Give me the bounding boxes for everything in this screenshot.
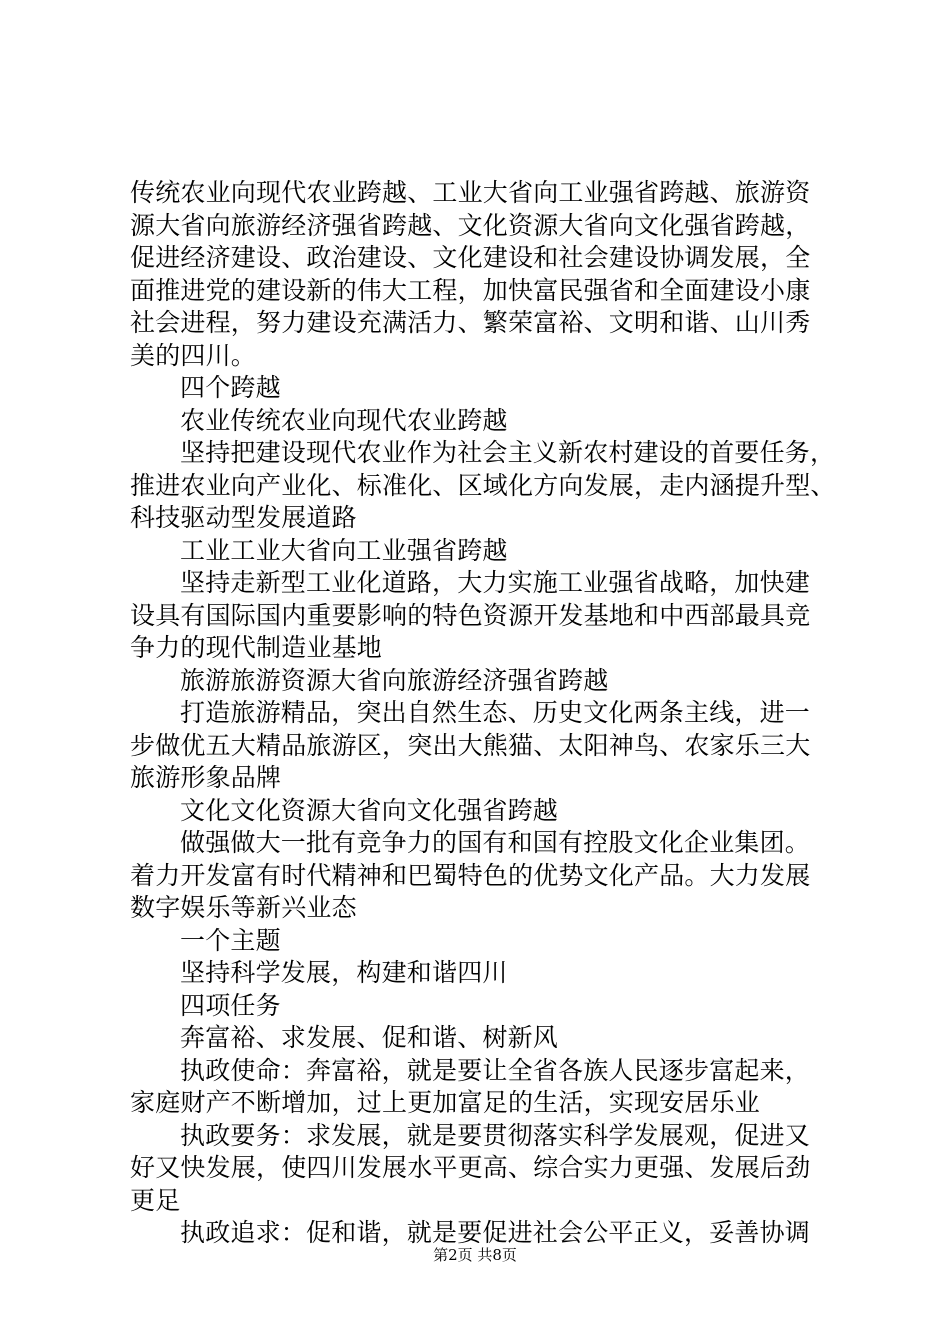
text-line: 做强做大一批有竞争力的国有和国有控股文化企业集团。 xyxy=(180,828,811,857)
subsection-heading: 文化文化资源大省向文化强省跨越 xyxy=(180,795,559,825)
text-line: 争力的现代制造业基地 xyxy=(130,633,383,662)
document-body xyxy=(130,177,842,1250)
text-line: 奔富裕、求发展、促和谐、树新风 xyxy=(180,1023,559,1052)
subsection-heading: 工业工业大省向工业强省跨越 xyxy=(180,535,508,565)
text-line: 科技驱动型发展道路 xyxy=(130,503,357,532)
text-line: 坚持把建设现代农业作为社会主义新农村建设的首要任务， xyxy=(180,438,836,467)
text-line: 坚持走新型工业化道路，大力实施工业强省战略，加快建 xyxy=(180,568,811,597)
subsection-heading: 旅游旅游资源大省向旅游经济强省跨越 xyxy=(180,665,609,695)
text-line: 设具有国际国内重要影响的特色资源开发基地和中西部最具竞 xyxy=(130,600,811,630)
text-line: 数字娱乐等新兴业态 xyxy=(130,893,357,922)
text-line: 社会进程，努力建设充满活力、繁荣富裕、文明和谐、山川秀 xyxy=(130,308,811,337)
text-line: 推进农业向产业化、标准化、区域化方向发展，走内涵提升型、 xyxy=(130,470,836,500)
text-line: 美的四川。 xyxy=(130,340,257,370)
text-line: 打造旅游精品，突出自然生态、历史文化两条主线，进一 xyxy=(180,698,811,727)
text-line: 执政追求：促和谐，就是要促进社会公平正义，妥善协调 xyxy=(180,1218,811,1247)
section-heading: 一个主题 xyxy=(180,925,281,955)
text-line: 面推进党的建设新的伟大工程，加快富民强省和全面建设小康 xyxy=(130,275,811,305)
text-line: 家庭财产不断增加，过上更加富足的生活，实现安居乐业 xyxy=(130,1088,761,1117)
text-line: 好又快发展，使四川发展水平更高、综合实力更强、发展后劲 xyxy=(130,1153,811,1182)
page-number-footer: 第2页 共8页 xyxy=(433,1246,517,1264)
text-line: 传统农业向现代农业跨越、工业大省向工业强省跨越、旅游资 xyxy=(130,178,811,207)
text-line: 促进经济建设、政治建设、文化建设和社会建设协调发展，全 xyxy=(130,243,811,272)
subsection-heading: 农业传统农业向现代农业跨越 xyxy=(180,405,508,435)
text-line: 源大省向旅游经济强省跨越、文化资源大省向文化强省跨越， xyxy=(130,210,811,240)
text-line: 坚持科学发展，构建和谐四川 xyxy=(180,958,508,987)
section-heading: 四项任务 xyxy=(180,990,281,1020)
text-line: 着力开发富有时代精神和巴蜀特色的优势文化产品。大力发展 xyxy=(130,860,811,890)
text-line: 执政使命：奔富裕，就是要让全省各族人民逐步富起来， xyxy=(180,1055,811,1085)
section-heading: 四个跨越 xyxy=(180,373,281,402)
text-line: 旅游形象品牌 xyxy=(130,763,282,792)
text-line: 步做优五大精品旅游区，突出大熊猫、太阳神鸟、农家乐三大 xyxy=(130,730,811,760)
text-line: 更足 xyxy=(130,1185,181,1215)
text-line: 执政要务：求发展，就是要贯彻落实科学发展观，促进又 xyxy=(180,1120,811,1150)
